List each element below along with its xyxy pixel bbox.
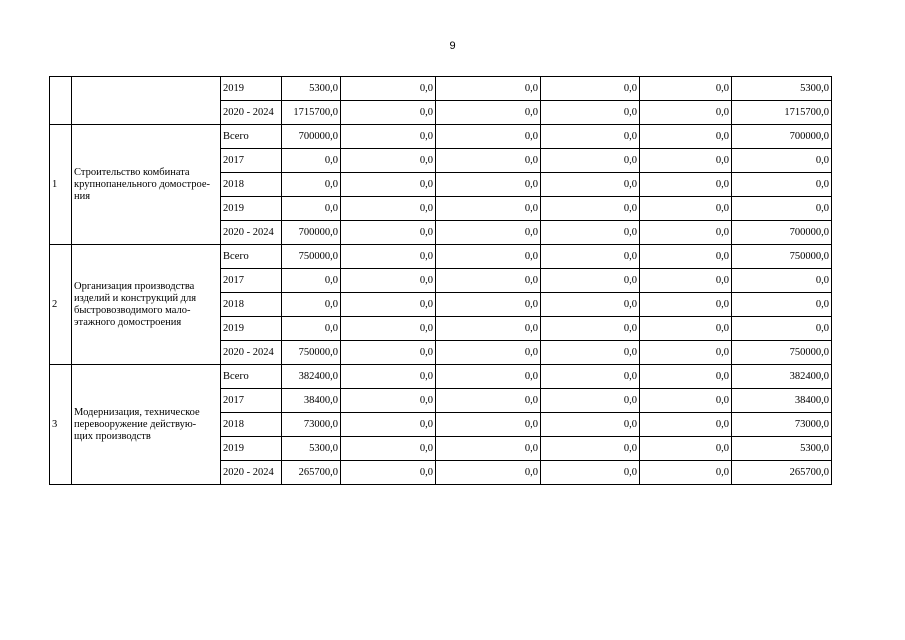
value-cell: 0,0 (640, 317, 732, 341)
table-row (50, 365, 832, 389)
value-cell: 382400,0 (732, 365, 832, 389)
value-cell: 0,0 (541, 221, 640, 245)
value-cell: 0,0 (282, 317, 341, 341)
item-name-line: Строительство комбината (74, 166, 190, 178)
value-cell: 0,0 (341, 461, 436, 485)
table-body (50, 77, 832, 485)
value-cell: 0,0 (541, 197, 640, 221)
value-cell: 0,0 (436, 413, 541, 437)
value-cell: 0,0 (640, 125, 732, 149)
item-name (72, 245, 221, 365)
value-cell: 0,0 (541, 317, 640, 341)
value-cell: 0,0 (640, 77, 732, 101)
period-cell: 2018 (221, 413, 282, 437)
value-cell: 0,0 (541, 125, 640, 149)
value-cell: 0,0 (436, 317, 541, 341)
value-cell: 0,0 (541, 461, 640, 485)
value-cell: 0,0 (436, 389, 541, 413)
value-cell: 0,0 (341, 125, 436, 149)
item-name-line: крупнопанельного домострое- (74, 178, 211, 190)
value-cell: 0,0 (282, 269, 341, 293)
value-cell: 0,0 (640, 101, 732, 125)
value-cell: 0,0 (341, 413, 436, 437)
value-cell: 73000,0 (282, 413, 341, 437)
value-cell: 0,0 (436, 173, 541, 197)
value-cell: 73000,0 (732, 413, 832, 437)
funding-table (49, 76, 832, 485)
value-cell: 0,0 (282, 197, 341, 221)
value-cell: 0,0 (732, 293, 832, 317)
value-cell: 0,0 (341, 197, 436, 221)
page-number: 9 (449, 40, 456, 52)
period-cell: Всего (221, 365, 282, 389)
item-name-line: изделий и конструкций для (74, 292, 197, 304)
value-cell: 0,0 (541, 413, 640, 437)
value-cell: 0,0 (341, 293, 436, 317)
value-cell: 38400,0 (732, 389, 832, 413)
value-cell: 0,0 (732, 173, 832, 197)
value-cell: 0,0 (541, 365, 640, 389)
period-cell: Всего (221, 245, 282, 269)
value-cell: 0,0 (541, 293, 640, 317)
value-cell: 0,0 (436, 461, 541, 485)
value-cell: 0,0 (341, 77, 436, 101)
value-cell: 750000,0 (282, 341, 341, 365)
value-cell: 0,0 (341, 365, 436, 389)
item-name-line: щих производств (74, 430, 151, 442)
table-row (50, 77, 832, 101)
period-cell: 2019 (221, 197, 282, 221)
value-cell: 0,0 (640, 269, 732, 293)
period-cell: Всего (221, 125, 282, 149)
value-cell: 0,0 (541, 245, 640, 269)
value-cell: 700000,0 (732, 221, 832, 245)
value-cell: 0,0 (341, 101, 436, 125)
value-cell: 0,0 (541, 269, 640, 293)
period-cell: 2017 (221, 149, 282, 173)
value-cell: 5300,0 (732, 77, 832, 101)
value-cell: 5300,0 (282, 437, 341, 461)
value-cell: 0,0 (341, 269, 436, 293)
item-name-line: этажного домостроения (74, 316, 182, 328)
value-cell: 0,0 (640, 197, 732, 221)
table-row (50, 125, 832, 149)
item-number (50, 77, 72, 125)
value-cell: 700000,0 (282, 221, 341, 245)
value-cell: 0,0 (436, 221, 541, 245)
value-cell: 0,0 (732, 197, 832, 221)
value-cell: 0,0 (341, 437, 436, 461)
value-cell: 0,0 (541, 77, 640, 101)
item-name (72, 77, 221, 125)
value-cell: 1715700,0 (282, 101, 341, 125)
value-cell: 0,0 (436, 149, 541, 173)
value-cell: 750000,0 (732, 245, 832, 269)
value-cell: 0,0 (640, 173, 732, 197)
value-cell: 0,0 (541, 173, 640, 197)
period-cell: 2020 - 2024 (221, 221, 282, 245)
value-cell: 0,0 (541, 437, 640, 461)
period-cell: 2020 - 2024 (221, 461, 282, 485)
value-cell: 5300,0 (732, 437, 832, 461)
value-cell: 0,0 (341, 149, 436, 173)
value-cell: 0,0 (732, 149, 832, 173)
item-name-line: перевооружение действую- (74, 418, 197, 430)
value-cell: 0,0 (732, 269, 832, 293)
value-cell: 0,0 (341, 221, 436, 245)
value-cell: 0,0 (640, 293, 732, 317)
value-cell: 0,0 (541, 389, 640, 413)
period-cell: 2018 (221, 173, 282, 197)
value-cell: 1715700,0 (732, 101, 832, 125)
value-cell: 5300,0 (282, 77, 341, 101)
value-cell: 0,0 (436, 269, 541, 293)
value-cell: 0,0 (341, 389, 436, 413)
period-cell: 2018 (221, 293, 282, 317)
period-cell: 2017 (221, 269, 282, 293)
value-cell: 0,0 (341, 173, 436, 197)
value-cell: 0,0 (541, 149, 640, 173)
value-cell: 0,0 (341, 245, 436, 269)
value-cell: 0,0 (436, 365, 541, 389)
value-cell: 0,0 (436, 77, 541, 101)
item-name (72, 365, 221, 485)
value-cell: 0,0 (640, 365, 732, 389)
item-name-line: ния (74, 190, 91, 202)
value-cell: 382400,0 (282, 365, 341, 389)
value-cell: 0,0 (436, 341, 541, 365)
value-cell: 0,0 (640, 149, 732, 173)
value-cell: 265700,0 (732, 461, 832, 485)
value-cell: 0,0 (436, 101, 541, 125)
period-cell: 2020 - 2024 (221, 341, 282, 365)
item-name-line: Модернизация, техническое (74, 406, 200, 418)
value-cell: 0,0 (436, 245, 541, 269)
value-cell: 0,0 (282, 293, 341, 317)
period-cell: 2019 (221, 437, 282, 461)
period-cell: 2020 - 2024 (221, 101, 282, 125)
value-cell: 700000,0 (282, 125, 341, 149)
item-number: 2 (50, 245, 72, 365)
value-cell: 0,0 (282, 149, 341, 173)
value-cell: 0,0 (282, 173, 341, 197)
item-number: 3 (50, 365, 72, 485)
value-cell: 0,0 (732, 317, 832, 341)
item-name-line: быстровозводимого мало- (74, 304, 191, 316)
value-cell: 0,0 (541, 101, 640, 125)
item-number: 1 (50, 125, 72, 245)
value-cell: 0,0 (341, 341, 436, 365)
value-cell: 700000,0 (732, 125, 832, 149)
value-cell: 0,0 (436, 293, 541, 317)
value-cell: 0,0 (640, 461, 732, 485)
value-cell: 0,0 (640, 245, 732, 269)
value-cell: 265700,0 (282, 461, 341, 485)
value-cell: 0,0 (341, 317, 436, 341)
value-cell: 0,0 (436, 125, 541, 149)
period-cell: 2017 (221, 389, 282, 413)
value-cell: 750000,0 (282, 245, 341, 269)
period-cell: 2019 (221, 317, 282, 341)
item-name (72, 125, 221, 245)
value-cell: 0,0 (640, 341, 732, 365)
value-cell: 0,0 (436, 197, 541, 221)
value-cell: 0,0 (541, 341, 640, 365)
value-cell: 0,0 (640, 389, 732, 413)
value-cell: 38400,0 (282, 389, 341, 413)
value-cell: 0,0 (436, 437, 541, 461)
period-cell: 2019 (221, 77, 282, 101)
item-name-line: Организация производства (74, 280, 195, 292)
value-cell: 0,0 (640, 413, 732, 437)
value-cell: 750000,0 (732, 341, 832, 365)
table-row (50, 245, 832, 269)
value-cell: 0,0 (640, 221, 732, 245)
value-cell: 0,0 (640, 437, 732, 461)
